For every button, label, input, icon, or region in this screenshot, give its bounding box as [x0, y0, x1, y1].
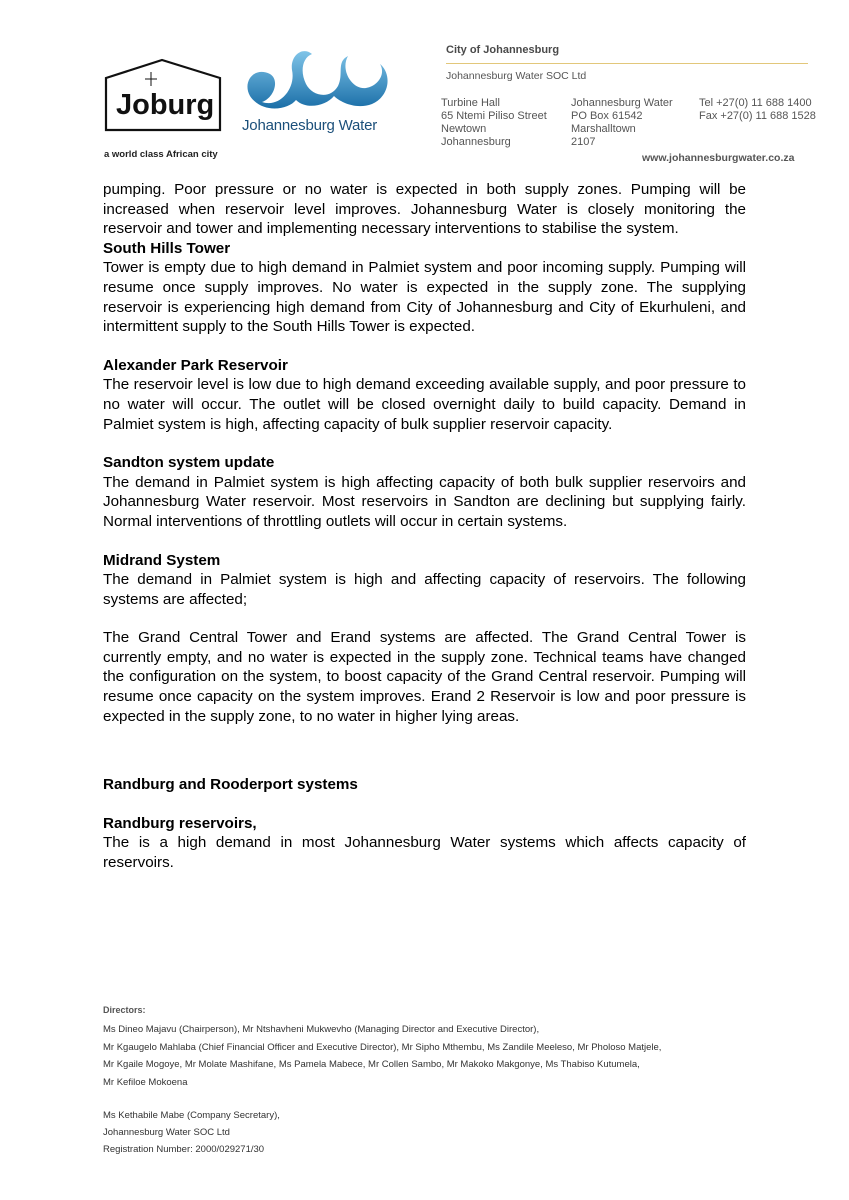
joburg-tagline: a world class African city	[104, 149, 218, 160]
randburg-sub-heading: Randburg reservoirs,	[103, 814, 257, 832]
company-name-line: Johannesburg Water SOC Ltd	[103, 1127, 230, 1138]
address-line: 65 Ntemi Piliso Street	[441, 110, 547, 122]
secretary-line: Ms Kethabile Mabe (Company Secretary),	[103, 1110, 280, 1121]
address-line: Marshalltown	[571, 123, 636, 135]
randburg-heading: Randburg and Rooderport systems	[103, 776, 358, 794]
joburg-logo	[104, 58, 222, 132]
section-heading: Sandton system update	[103, 454, 275, 472]
johannesburg-water-logo-text: Johannesburg Water	[242, 117, 378, 134]
postal-address	[571, 97, 673, 149]
address-line: PO Box 61542	[571, 110, 643, 122]
address-line: Newtown	[441, 123, 487, 135]
midrand-detail-paragraph: The Grand Central Tower and Erand systems are affected. The Grand Central Tower is currently empty, and no water is expected in the supply zone. Technical teams have changed the configuration on the system, to boost capacity of the Grand Central reservoir. Pumping will resume once capacity on the system improves. Erand 2 Reservoir is low and poor pressure is expected in the supply zone, to no water in higher lying areas.	[103, 629, 746, 725]
directors-label: Directors:	[103, 1005, 146, 1015]
section-text: The demand in Palmiet system is high affecting capacity of both bulk supplier reservoirs and Johannesburg Water reservoir. Most reservoirs in Sandton are declining but supplying fairly. Normal interventions of throttling outlets will occur in certain systems.	[103, 473, 746, 530]
fax-number: Fax +27(0) 11 688 1528	[699, 110, 816, 122]
website-link[interactable]: www.johannesburgwater.co.za	[642, 152, 795, 164]
randburg-text: The is a high demand in most Johannesburg Water systems which affects capacity of reservoirs.	[103, 834, 746, 872]
directors-line: Mr Kefiloe Mokoena	[103, 1076, 188, 1088]
section-heading: Alexander Park Reservoir	[103, 356, 288, 374]
address-line: Turbine Hall	[441, 97, 500, 109]
company-secretary-block	[103, 1107, 280, 1158]
section-sandton	[103, 453, 746, 531]
section-south-hills	[103, 239, 746, 337]
section-midrand	[103, 551, 746, 610]
document-body	[103, 180, 746, 873]
section-text: The demand in Palmiet system is high and affecting capacity of reservoirs. The following systems are affected;	[103, 571, 746, 608]
section-text: Tower is empty due to high demand in Palmiet system and poor incoming supply. Pumping will resume once supply improves. No water is expected in the supply zone. The supplying reservoir is experiencing high demand from City of Johannesburg and City of Ekurhuleni, and intermittent supply to the South Hills Tower is expected.	[103, 259, 746, 336]
address-line: Johannesburg	[441, 136, 511, 148]
intro-paragraph: pumping. Poor pressure or no water is expected in both supply zones. Pumping will be increased when reservoir level improves. Johannesburg Water is closely monitoring the reservoir and tower and implementing necessary interventions to stabilise the system.	[103, 181, 746, 238]
section-heading: Midrand System	[103, 551, 221, 569]
registration-number: Registration Number: 2000/029271/30	[103, 1144, 265, 1155]
contact-numbers	[699, 97, 816, 123]
physical-address	[441, 97, 547, 149]
phone-number: Tel +27(0) 11 688 1400	[699, 97, 812, 109]
section-text: The reservoir level is low due to high demand exceeding available supply, and poor pressure to no water will occur. The outlet will be closed overnight daily to build capacity. Demand in Palmiet system is high, affecting capacity of bulk supplier reservoir capacity.	[103, 376, 746, 433]
org-title: City of Johannesburg	[446, 44, 560, 56]
section-heading: South Hills Tower	[103, 239, 231, 257]
section-alexander-park	[103, 356, 746, 434]
directors-list	[103, 1021, 661, 1091]
address-line: Johannesburg Water	[571, 97, 673, 109]
header-divider	[446, 63, 808, 64]
directors-line: Ms Dineo Majavu (Chairperson), Mr Ntshavheni Mukwevho (Managing Director and Executive Director),	[103, 1024, 540, 1035]
directors-line: Mr Kgaile Mogoye, Mr Molate Mashifane, Ms Pamela Mabece, Mr Collen Sambo, Mr Makoko Makgonye, Ms Thabiso Kutumela,	[103, 1059, 640, 1070]
joburg-logo-text: Joburg	[116, 89, 215, 121]
directors-line: Mr Kgaugelo Mahlaba (Chief Financial Officer and Executive Director), Mr Sipho Mthembu, Ms Zandile Meeleso, Mr Pholoso Matjele,	[103, 1041, 662, 1053]
org-subtitle: Johannesburg Water SOC Ltd	[446, 70, 587, 82]
address-line: 2107	[571, 136, 596, 148]
